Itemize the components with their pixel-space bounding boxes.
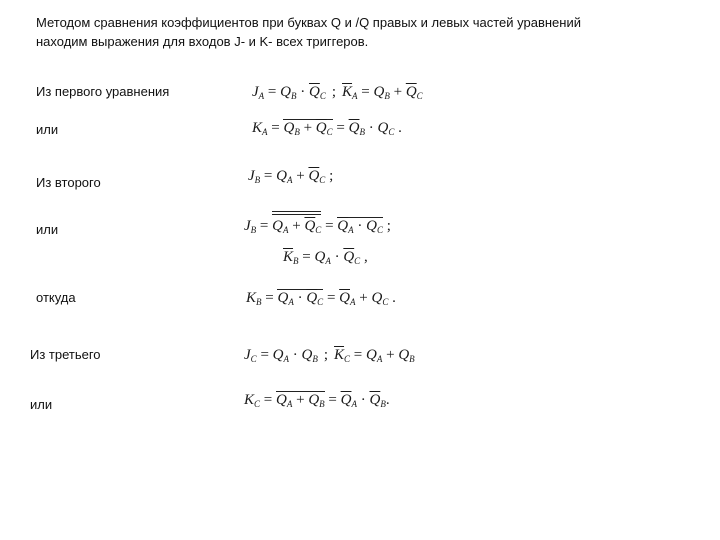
intro-line-2: находим выражения для входов J- и K- всех триггеров.	[36, 34, 369, 49]
equation-jb-double-negation: $J_B = Q_A + \overline{Q}_C = \overline{Q}_A \cdot Q_C$ ;	[244, 214, 391, 235]
label-or-3: или	[30, 397, 53, 412]
equation-ja-ka-bar: $J_A = Q_B \cdot \overline{Q}_C$ ; $\overline{K}_A = Q_B + \overline{Q}_C$	[252, 84, 423, 101]
equation-kb-bar: $\overline{K}_B = Q_A \cdot \overline{Q}_C$ ,	[283, 249, 368, 266]
equation-jc-kc-bar: $J_C = Q_A \cdot Q_B$ ; $\overline{K}_C = Q_A + Q_B$	[244, 347, 415, 364]
equation-kb: $K_B = Q_A \cdot \overline{Q}_C = \overline{Q}_A + Q_C$ .	[246, 290, 396, 307]
label-or-1: или	[36, 122, 59, 137]
label-third: Из третьего	[30, 347, 101, 362]
label-or-2: или	[36, 222, 59, 237]
equation-kc: $K_C = Q_A + Q_B = \overline{Q}_A \cdot \overline{Q}_B$.	[244, 392, 390, 409]
label-second: Из второго	[36, 175, 101, 190]
equation-jb: $J_B = Q_A + \overline{Q}_C$ ;	[248, 168, 334, 185]
equation-ka: $K_A = Q_B + \overline{Q}_C = \overline{Q}_B \cdot Q_C$ .	[252, 120, 402, 137]
label-first-equation: Из первого уравнения	[36, 84, 170, 99]
intro-line-1: Методом сравнения коэффициентов при буквах Q и /Q правых и левых частей уравнений	[36, 15, 581, 30]
label-whence: откуда	[36, 290, 76, 305]
intro-text	[36, 13, 716, 51]
